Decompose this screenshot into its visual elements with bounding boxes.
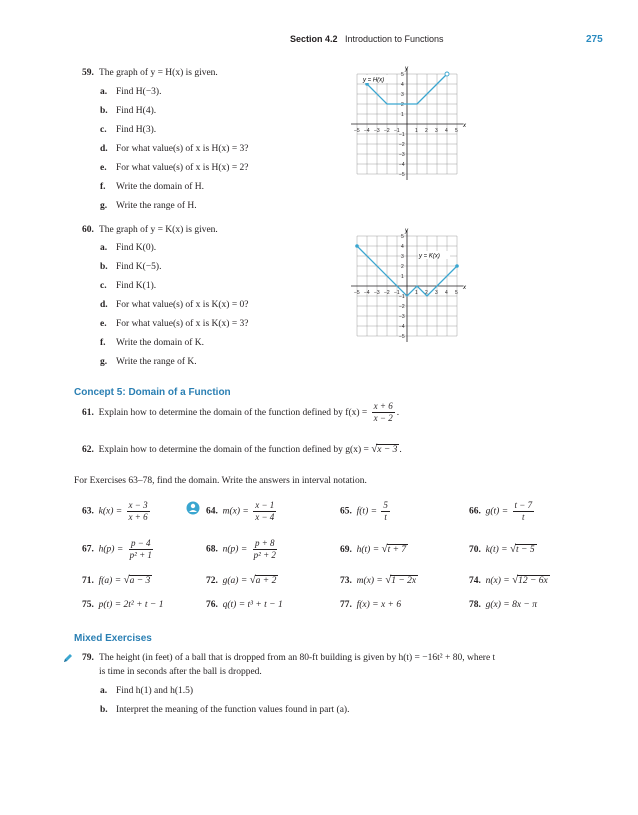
part-label: g. [100, 201, 108, 211]
y-axis-label: y [405, 228, 408, 234]
part-text: For what value(s) of x is H(x) = 2? [116, 163, 249, 173]
problem-60-intro: The graph of y = K(x) is given. [99, 225, 218, 235]
exercise-lhs: f(t) = [356, 506, 378, 517]
part-label: b. [100, 705, 108, 715]
exercise-78 [469, 599, 537, 611]
fraction-numerator: 5 [383, 500, 388, 510]
part-text: Write the domain of H. [116, 182, 204, 192]
fraction-numerator: x − 1 [255, 500, 275, 510]
radical-sign-icon: √ [385, 574, 392, 586]
exercise-number: 68. [206, 544, 218, 555]
radicand: a + 2 [255, 576, 277, 586]
part-label: c. [100, 125, 107, 135]
fraction-numerator: t − 7 [514, 500, 533, 510]
exercise-number: 77. [340, 600, 352, 610]
fraction-denominator: t [384, 512, 387, 522]
exercise-lhs: m(x) = [222, 506, 249, 517]
graph-h-label: y = H(x) [363, 77, 385, 84]
y-tick: 2 [401, 102, 404, 108]
part-label: d. [100, 144, 108, 154]
x-tick: −4 [364, 128, 370, 134]
exercise-lhs: n(p) = [222, 544, 248, 555]
x-tick: 3 [435, 128, 438, 134]
problem-79-line2: is time in seconds after the ball is dropped. [99, 667, 262, 677]
part-label: g. [100, 357, 108, 367]
problem-62-text: Explain how to determine the domain of the function defined by g(x) = [98, 445, 369, 455]
fraction-denominator: t [522, 512, 525, 522]
radical-sign-icon: √ [512, 574, 519, 586]
x-tick: −2 [384, 290, 390, 296]
x-tick: −2 [384, 128, 390, 134]
exercise-lhs: f(a) = [98, 576, 122, 586]
part-text: For what value(s) of x is K(x) = 3? [116, 319, 249, 329]
part-text: Write the range of K. [116, 357, 197, 367]
exercise-64 [206, 500, 278, 523]
section-number: Section 4.2 [290, 34, 338, 44]
x-tick: 4 [445, 128, 448, 134]
y-tick: −2 [399, 142, 405, 148]
x-tick: 5 [455, 128, 458, 134]
y-tick: 2 [401, 264, 404, 270]
exercise-63 [82, 500, 152, 523]
part-label: f. [100, 338, 106, 348]
radicand: 12 − 6x [518, 576, 548, 586]
radicand: t + 7 [387, 545, 407, 555]
exercise-number: 78. [469, 600, 481, 610]
section-title: Introduction to Functions [345, 34, 444, 44]
part-label: d. [100, 300, 108, 310]
fraction-numerator: x + 6 [373, 401, 393, 412]
x-tick: 2 [425, 290, 428, 296]
x-tick: 3 [435, 290, 438, 296]
exercise-77 [340, 599, 401, 611]
part-text: For what value(s) of x is K(x) = 0? [116, 300, 249, 310]
fraction-denominator: p² + 1 [129, 550, 152, 560]
radical-sign-icon: √ [249, 574, 256, 586]
x-tick: −5 [354, 290, 360, 296]
x-tick: −3 [374, 128, 380, 134]
k-endpoint-left [355, 244, 359, 248]
part-text: Find h(1) and h(1.5) [116, 686, 194, 696]
part-text: Find H(3). [116, 125, 157, 135]
exercise-72 [206, 574, 278, 587]
problem-62 [82, 443, 402, 456]
exercise-number: 69. [340, 545, 352, 555]
part-text: Interpret the meaning of the function values found in part (a). [116, 705, 350, 715]
exercise-71 [82, 574, 152, 587]
y-tick: 5 [401, 234, 404, 240]
fraction-numerator: p + 8 [254, 538, 275, 548]
y-tick: −4 [399, 324, 405, 330]
exercise-lhs: k(t) = [485, 545, 508, 555]
problem-61 [82, 401, 399, 425]
exercise-number: 64. [206, 506, 218, 517]
exercise-number: 76. [206, 600, 218, 610]
problem-61-number: 61. [82, 408, 94, 418]
part-text: Write the range of H. [116, 201, 197, 211]
y-tick: −3 [399, 314, 405, 320]
part-text: Write the domain of K. [116, 338, 204, 348]
problem-61-text: Explain how to determine the domain of the function defined by f(x) = [98, 408, 368, 418]
problem-59-number: 59. [82, 68, 94, 78]
exercise-74 [469, 574, 550, 587]
part-text: Find H(−3). [116, 87, 162, 97]
exercise-number: 65. [340, 506, 352, 517]
y-tick-labels [399, 72, 405, 178]
part-text: Find K(1). [116, 281, 157, 291]
exercise-number: 67. [82, 544, 94, 555]
exercise-lhs: k(x) = [98, 506, 123, 517]
y-tick: 1 [401, 112, 404, 118]
y-tick: 4 [401, 82, 404, 88]
y-axis-label: y [405, 66, 408, 72]
y-tick: −4 [399, 162, 405, 168]
fraction-numerator: x − 3 [128, 500, 148, 510]
problem-60-number: 60. [82, 225, 94, 235]
period: . [396, 408, 400, 418]
fraction-numerator: p − 4 [130, 538, 151, 548]
part-text: Find K(0). [116, 243, 157, 253]
radicand: 1 − 2x [391, 576, 417, 586]
problem-79-line1: The height (in feet) of a ball that is dropped from an 80-ft building is given by h(t) = −16t² + 80, where t [99, 653, 496, 663]
radical-sign-icon: √ [371, 443, 378, 455]
exercise-lhs: n(x) = [485, 576, 510, 586]
x-tick: 1 [415, 128, 418, 134]
exercise-75 [82, 599, 163, 611]
radicand: t − 5 [516, 545, 535, 555]
x-tick: 2 [425, 128, 428, 134]
exercise-66 [469, 500, 536, 523]
y-tick: 1 [401, 274, 404, 280]
y-tick: 3 [401, 254, 404, 260]
video-tutor-icon [186, 501, 200, 515]
problem-59-intro: The graph of y = H(x) is given. [99, 68, 218, 78]
exercise-76 [206, 599, 283, 611]
x-tick: 4 [445, 290, 448, 296]
exercise-fraction [127, 500, 150, 523]
period: . [399, 445, 402, 455]
exercise-number: 63. [82, 506, 94, 517]
exercise-lhs: f(x) = x + 6 [356, 600, 402, 610]
exercise-lhs: g(a) = [222, 576, 248, 586]
radicand: x − 3 [377, 445, 398, 455]
part-label: f. [100, 182, 106, 192]
exercise-number: 71. [82, 576, 94, 586]
exercise-69 [340, 543, 408, 556]
graph-k-label: y = K(x) [419, 253, 440, 260]
exercise-68 [206, 538, 280, 561]
problem-79-number: 79. [82, 653, 94, 663]
exercise-lhs: h(t) = [356, 545, 380, 555]
exercise-lhs: g(t) = [485, 506, 509, 517]
radicand: a − 3 [129, 576, 151, 586]
problem-61-fraction [372, 401, 395, 424]
y-tick: −1 [399, 132, 405, 138]
part-label: b. [100, 106, 108, 116]
part-text: For what value(s) of x is H(x) = 3? [116, 144, 249, 154]
exercise-number: 66. [469, 506, 481, 517]
exercise-fraction [513, 500, 535, 523]
x-axis-label: x [463, 123, 466, 129]
part-label: a. [100, 686, 108, 696]
part-text: Find H(4). [116, 106, 157, 116]
h-endpoint-right-open [445, 72, 449, 76]
x-tick: −1 [394, 128, 400, 134]
y-tick: −5 [399, 334, 405, 340]
exercise-number: 70. [469, 545, 481, 555]
problem-62-number: 62. [82, 445, 94, 455]
exercise-number: 72. [206, 576, 218, 586]
x-tick: −3 [374, 290, 380, 296]
fraction-denominator: x − 2 [373, 413, 393, 424]
radical-sign-icon: √ [381, 543, 388, 555]
y-tick: −5 [399, 172, 405, 178]
exercise-lhs: m(x) = [356, 576, 383, 586]
page-number: 275 [586, 34, 603, 45]
part-label: c. [100, 281, 107, 291]
exercise-number: 75. [82, 600, 94, 610]
exercise-number: 73. [340, 576, 352, 586]
part-label: a. [100, 87, 108, 97]
exercise-number: 74. [469, 576, 481, 586]
fraction-denominator: p² + 2 [253, 550, 276, 560]
part-label: b. [100, 262, 108, 272]
exercise-lhs: g(x) = 8x − π [485, 600, 537, 610]
y-tick: −3 [399, 152, 405, 158]
y-tick: −1 [399, 294, 405, 300]
x-tick: 1 [415, 290, 418, 296]
exercise-lhs: q(t) = t³ + t − 1 [222, 600, 283, 610]
y-tick: 3 [401, 92, 404, 98]
x-tick: −4 [364, 290, 370, 296]
graph-k [345, 224, 470, 349]
x-tick: −5 [354, 128, 360, 134]
part-label: a. [100, 243, 108, 253]
radical-sign-icon: √ [509, 543, 517, 555]
x-tick-labels [354, 128, 458, 134]
radical-sign-icon: √ [123, 574, 130, 586]
fraction-denominator: x − 4 [255, 512, 275, 522]
fraction-denominator: x + 6 [128, 512, 148, 522]
pencil-icon [62, 652, 74, 664]
concept5-heading: Concept 5: Domain of a Function [74, 387, 231, 398]
y-tick: 5 [401, 72, 404, 78]
exercise-fraction [252, 538, 278, 561]
exercise-lhs: p(t) = 2t² + t − 1 [98, 600, 164, 610]
exercise-70 [469, 543, 537, 556]
part-label: e. [100, 163, 107, 173]
exercise-instructions: For Exercises 63–78, find the domain. Write the answers in interval notation. [74, 476, 367, 486]
y-tick: 4 [401, 244, 404, 250]
exercise-65 [340, 500, 392, 523]
part-label: e. [100, 319, 107, 329]
x-tick: 5 [455, 290, 458, 296]
exercise-fraction [381, 500, 390, 523]
exercise-fraction [253, 500, 276, 523]
exercise-lhs: h(p) = [98, 544, 124, 555]
exercise-67 [82, 538, 156, 561]
k-endpoint-right [455, 264, 459, 268]
exercise-fraction [128, 538, 154, 561]
mixed-exercises-heading: Mixed Exercises [74, 633, 152, 644]
x-tick: −1 [394, 290, 400, 296]
graph-h [345, 62, 470, 187]
y-tick: −2 [399, 304, 405, 310]
part-text: Find K(−5). [116, 262, 162, 272]
y-tick-labels [399, 234, 405, 340]
exercise-73 [340, 574, 418, 587]
x-axis-label: x [463, 285, 466, 291]
